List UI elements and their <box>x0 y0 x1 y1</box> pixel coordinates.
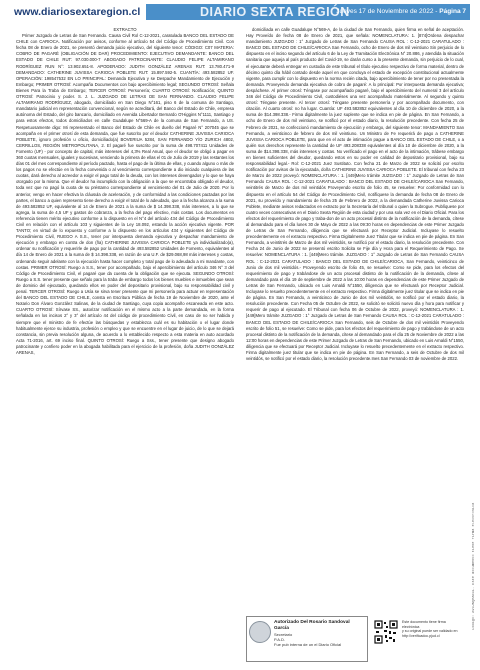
qr-code-icon <box>374 620 398 644</box>
page-header <box>10 4 470 20</box>
verify-line: http://verificadoc.pjud.cl <box>402 633 440 638</box>
signer-role <box>274 632 364 647</box>
role-line: Fue pub interna de un el Diario Oficial <box>274 642 342 647</box>
role-line: Secretario <box>274 632 293 637</box>
left-paragraph: Primer Juzgado de Letras de San Fernando. Causa Civil Rol C-12-2021, caratulada BANCO DEL ESTADO DE CHILE con CARIOCA. Notificación por avisos, conforme al artículo 54 del Código de Procedimiento Civil. Con fecha 08 de Enero de 2021, se presentó demanda juicio ejecutivo, del siguiente tenor: CÓDIGO: C07 MATERIA: COBRO DE PAGARÉ (OBLIGACIÓN DE DAR) PROCEDIMIENTO: EJECUTIVO DEMANDANTE: BANCO DEL ESTADO DE CHILE RUT: 97.030.000-7 ABOGADO PATROCINANTE: CLAUDIO FELIPE ALTAMIRANO RODRÍGUEZ RUN N°: 13.902.651-8. APODERADO: JUDITH GONZÁLEZ ARENAS RUT: 13.780.471-9 DEMANDADO: CATHERINE JUVISSA CARIOCA POBLETE RUT: 15.897.592-5. CUANTÍA: 493.582852 UF. OPERACIÓN: 198547532 EN LO PRINCIPAL: Demanda Ejecutiva y se Despache Mandamiento de Ejecución y Embargo; PRIMER OTROSÍ: Acompaña Documentos con bajo apercibimiento legal; SEGUNDO OTROSÍ: Señala Bienes Para la Traba de Embargo; TERCER OTROSÍ: Personería; CUARTO OTROSÍ: Notificación; QUINTO OTROSÍ: Patrocinio y poder. S. J. L. JUZGADO DE LETRAS DE SAN FERNANDO. CLAUDIO FELIPE ALTAMIRANO RODRÍGUEZ, abogado, domiciliado en San Diego N°161, piso 6 de la comuna de Santiago, mandatario judicial en representación convencional, según se acreditará, del Banco del Estado de Chile, empresa autónoma del Estado, del giro bancario, domiciliado en Avenida Libertador Bernardo O'Higgins N°1111, Santiago y para estos efectos, todos domiciliados en calle Guadalupe N°569-A de la comuna de San Fernando, a US. Respetuosamente digo: Mi representado el Banco del Estado de Chile es dueño del Pagaré N° 207045 que se acompaña en el primer otrosí de esta demanda, que fue suscrito por el deudor CATHERINE JUVISSA CARIOCA POBLETE, ignoro profesión u oficio, domiciliado(a) BOVERIUA 5284, SAN FERNANDO Y/O ZURICH 4802, CERRILLOS, REGIÓN METROPOLITANA, 2. El pagaré fue suscrito por la suma de 498.707411 Unidades de Fomento (UF) - por concepto de capital, más intereses del 4,3% Real Anual, que el deudor se obligó a pagar en 360 cuotas mensuales, iguales y sucesivas, venciendo la primera de ellas el 01 de Julio de 2019 y las restantes los días 01 del mes correspondiente al período pactado, hasta el pago de la última de ellas, y cuando alguno o más de los pagos no se efectúe en la fecha convenida o al vencimiento correspondiente a dio iniciado cualquiera de las cuotas, dará derecho al acreedor a exigir el pago total de la deuda, con los intereses devengados y lo que se haya otorgado por la misma. Que el deudor ha incumplido con la obligación a la que se encontraba obligado el deudor, toda vez que no pagó la cuota de su préstamo correspondiente al vencimiento del 01 de Julio de 2020. Por lo anterior, vengo en hacer efectiva la cláusula de aceleración, y de conformidad a las condiciones pactadas por las partes, el banco a quien represento tiene derecho a exigir el total de lo adeudado, que a la fecha alcanza a la suma de 493.582852 UF, equivalente al 14 de Enero de 2021 a la suma de $ 14.398.338, más intereses, a lo que se agrega, la suma de 4,5 UF y gastos de cobranza, a la fecha del pago efectivo, más costas. Los documentos en referencia tienen mérito ejecutivo conforme a lo dispuesto en el N°4 del artículo 434 del Código de Procedimiento Civil en relación con el artículo 103 y siguientes de la Ley 18.092, estando la acción ejecutiva vigente. POR TANTO; en virtud de lo expuesto y conforme a lo dispuesto en los artículos 434 y siguientes del Código de Procedimiento Civil, RUEGO A S.S., tener por interpuesta demanda ejecutiva y despachar mandamiento de ejecución y embargo en contra de don (ña) CATHERINE JUVISSA CARIOCA POBLETE ya individualizado(a), ordenar su notificación y requerirle de pago por la cantidad de 493.582852 Unidades de Fomento, equivalentes al día 14 de Enero de 2021 a la suma de $ 14.398.338, en razón de una U.F. de $29.068,98 más intereses y costas, ordenando seguir adelante con la ejecución hasta hacer completo y total pago de lo adeudado a mi mandante, con costas. PRIMER OTROSÍ: Ruego a S.S., tener por acompañado, bajo el apercibimiento del artículo 346 N° 3 del Código de Procedimiento Civil, el pagaré que da cuenta de la obligación que se ejecuta. SEGUNDO OTROSÍ: Ruego a S.S. tener presente que señalo para la traba de embargo todos los bienes muebles e inmuebles que sean de dominio del ejecutado, quedando ellos en poder del depositario provisional, bajo su responsabilidad civil y penal. TERCER OTROSÍ: Ruego a Usía se sirva tener presente que mi personería para actuar en representación del BANCO DEL ESTADO DE CHILE, consta en Escritura Pública de fecha 19 de Noviembre de 2020, ante el Notario Don Álvaro González Salinas, de la ciudad de Santiago, cuya copia acompaño escaneada en este acto. CUARTO OTROSÍ: Sírvase SS., autorizar notificación en el mismo acto a la parte demandada, en la forma señalada en los incisos 2° y 3° del artículo 44 del código de procedimiento Civil, en caso de no ser habida y siempre que el ministro de fe efectúe las búsquedas y establezca cuál es su habitación o el lugar donde habitualmente ejerce su industria, profesión o empleo y que se encuentre en el lugar de juicio, de lo que se dejará constancia, sin previa resolución alguna, de acuerdo a lo establecido respecto a esta materia en auto acordado Acta 71-2016, art. 69 inciso final. QUINTO OTROSÍ: Ruego a Sss., tener presente que designo abogado patrocinante y confiero poder en la abogada habilitada para el ejercicio de la profesión, doña JUDITH GONZÁLEZ ARENAS, <box>16 33 234 355</box>
seal-icon <box>249 621 271 643</box>
side-verification-code: Código: AVGJNQHXEGL. Este documento tiene firma electrónica <box>472 502 476 630</box>
extract-title: EXTRACTO <box>113 27 137 32</box>
verify-line: y su original puede ser validado en <box>402 629 458 634</box>
signer-name: Autorizado Del Rosario Sandoval García <box>274 620 350 631</box>
right-paragraph: domiciliada en calle Guadalupe N°569-A, de la ciudad de San Fernando, quien firma en señal de aceptación. Hay Proveído de fecha 08 de Enero de 2021, que señala: NOMENCLATURA: 1. [874]Ordena despachar mandamiento JUZGADO : 1° Juzgado de Letras de San Fernando CAUSA ROL : C-12-2021 CARATULADO : BANCO DEL ESTADO DE CHILE/CARIOCA San Fernando, ocho de Enero de dos mil veintiuno Sin perjuicio de lo dispuesto en el inciso segundo del artículo 6 de la Ley de Tramitación Electrónica N° 20.886, y atendida la situación sanitaria que aqueja al país producto del Covid-19, se darán curso a la presente demanda, sin perjuicio de lo cual, el ejecutante deberá entregar en custodia de este tribunal el título ejecutivo respectivo de forma material, dentro de décimo quinto día hábil contado desde aquel en que concluya el estado de excepción constitucional actualmente vigente, para cumplir con lo dispuesto en la norma recién citada, bajo apercibimiento de tener por no presentada la demanda. Proveyendo demanda ejecutiva de cobro de pagaré: A lo principal: Por interpuesta demanda ejecutiva; despáchese. Al primer otrosí: Téngase por acompañado pagaré, bajo el apercibimiento del numeral 3 del artículo 346 del Código de Procedimiento Civil, custodiéses una vez acompañado materialmente. Al segundo y quinto otrosí: Téngase presente. Al tercer otrosí: Téngase presente personería y por acompañado documento, con citación. Al cuarto otrosí: no ha lugar. Cuantía: UF 493.582852 equivalentes al día 10 de diciembre de 2020, a la suma de $14.398.338.- Firma digitalmente la juez suplente que se indica en pie de página. En San Fernando, a ocho de Enero de dos mil veintiuno, se notificó por el estado diario, la resolución precedente. Con fecha 25 de Febrero de 2021, se confeccionó mandamiento de ejecución y embargo, del siguiente tenor: MANDAMIENTO San Fernando, a veinticinco de febrero de dos mil veintiuno. Un Ministro de Fe requerirá de pago a CATHERINE JUVISSA CARIOCA POBLETE, para que en el acto de intimación pague a BANCO DEL ESTADO DE CHILE, o a quién sus derechos represente la cantidad de UF 493.208338 equivalentes al día 10 de diciembre de 2020, a la suma de $14.398.338, más intereses y costas. No verificado el pago en el acto de la intimación, trábese embargo en bienes suficientes del deudor, quedando estos en su poder en calidad de depositario provisional, bajo su responsabilidad legal.- Rol: C-12-2021 Juez Sustituto. Con fecha 21 de Marzo de 2022 se solicitó por escrito notificación por avisos de la ejecutada, doña CATHERINE JUVISSA CARIOCA POBLETE. El tribunal con fecha 23 de Marzo de 2022 proveyó: NOMENCLATURA : 1. [449]Mero trámite JUZGADO : 1° Juzgado de Letras de San Fernando CAUSA ROL : C-12-2021 CARATULADO : BANCO DEL ESTADO DE CHILE/CARIOCA San Fernando, veintitrés de Marzo de dos mil veintidós Proveyendo escrito de folio 45, se resuelve: Por conformidad con lo dispuesto en el artículo 54 del Código de Procedimiento Civil, notifíquese la demanda de fecha 08 de Enero de 2021, su proveído y mandamiento de fecha 25 de Febrero de 2022, a la demandada Catherine Juvissa Carioca Poblete, mediante avisos redactados en extracto por la Secretaría del tribunal o quien la Subrogue. Publíquese por cuatro veces consecutivas en el Diario Sexta Región de esta ciudad y por una sola vez en el Diario Oficial. Para los efectos del requerimiento de pago y traba-don de un acto procesal distinto de la notificación de la demanda, cítese al demandado para el día lunes 30 de Mayo de 2022 a las 09:30 horas en dependencias de este Primer Juzgado de Letras de San Fernando, diligencia que se efectuará por Receptor Judicial. Incluyase lo resuelto precedentemente en el extracto respectivo. Firma Digitalmente Juez Titular que se indica en pie de página. En San Fernando, a veintitrés de Marzo de dos mil veintidós, se notificó por el estado diario, la resolución precedente. Con Fecha 24 de Junio de 2022 se presentó escrito Solicita se Fije día y Hora para el Requerimiento de Pago. Se resuelve: NOMENCLATURA : 1. [449]Mero trámite. JUZGADO : 1° Juzgado de Letras de San Fernando CAUSA ROL : C-12-2021 CARATULADO : BANCO DEL ESTADO DE CHILE/CARIOCA, San Fernando, veinticinco de Junio de dos mil veintidós.- Proveyendo escrito de folio 45, se resuelve: Como se pide, para los efectos del requerimiento de pago y trabándose de un acto procesal distinto de la notificación de la demanda, cítese al demandado para el día 19 de septiembre de 2022 a las 10:00 horas en dependencias de este Primer Juzgado de Letras de San Fernando, ubicado en Luis Arnaldi N°1550, diligencia que se efectuará por Receptor Judicial. Incluyase lo resuelto precedentemente en el extracto respectivo. Firma digitalmente juez titular que se indica en pie de página. En San Fernando, a veinticinco de Junio de dos mil veintidós, se notificó por el estado diario, la resolución precedente. Con Fecha 05 de Octubre de 2022, se solicitó se solicitó nuevo día y hora para notificar y requerir de pago al ejecutado. El Tribunal con fecha 06 de Octubre de 2022, proveyó: NOMENCLATURA : 1. [449]Mero trámite JUZGADO : 1° Juzgado de Letras de San Fernando CAUSA ROL : C-12-2021 CARATULADO : BANCO DEL ESTADO DE CHILE/CARIOCA San Fernando, seis de Octubre de dos mil veintidós Proveyendo escrito de folio 51, se resuelve: Como se pide, para los efectos del requerimiento de pago y trabándose de un acto procesal distinto de la notificación de la demanda, cítese al demandado para el día 25 de Noviembre de 2022 a las 12:00 horas en dependencias de este Primer Juzgado de Letras de San Fernando, ubicado en Luis Arnaldi N°1550, diligencia que se efectuará por Receptor Judicial. Incluyase lo resuelto precedentemente en el extracto respectivo. Firma digitalmente juez titular que se indica en pie de página. En San Fernando, a seis de Octubre de dos mil veintidós, se notificó por el estado diario, la resolución precedente.Ines San Fernando 03 de noviembre de 2022. <box>246 27 464 362</box>
verify-line: Este documento tiene firma electrónica <box>402 620 446 629</box>
right-column <box>246 27 464 613</box>
page-number: Página 7 <box>439 8 466 15</box>
issue-date-text: Jueves 17 de Noviembre de 2022 - <box>336 8 440 15</box>
issue-date <box>336 4 466 20</box>
role-line: P.A.D. <box>274 637 286 642</box>
verification-note <box>402 620 464 638</box>
site-url[interactable]: www.diariosextaregion.cl <box>8 4 146 20</box>
signature-block <box>246 616 464 662</box>
left-column <box>16 27 234 613</box>
newspaper-brand: DIARIO SEXTA REGIÓN <box>200 5 350 19</box>
